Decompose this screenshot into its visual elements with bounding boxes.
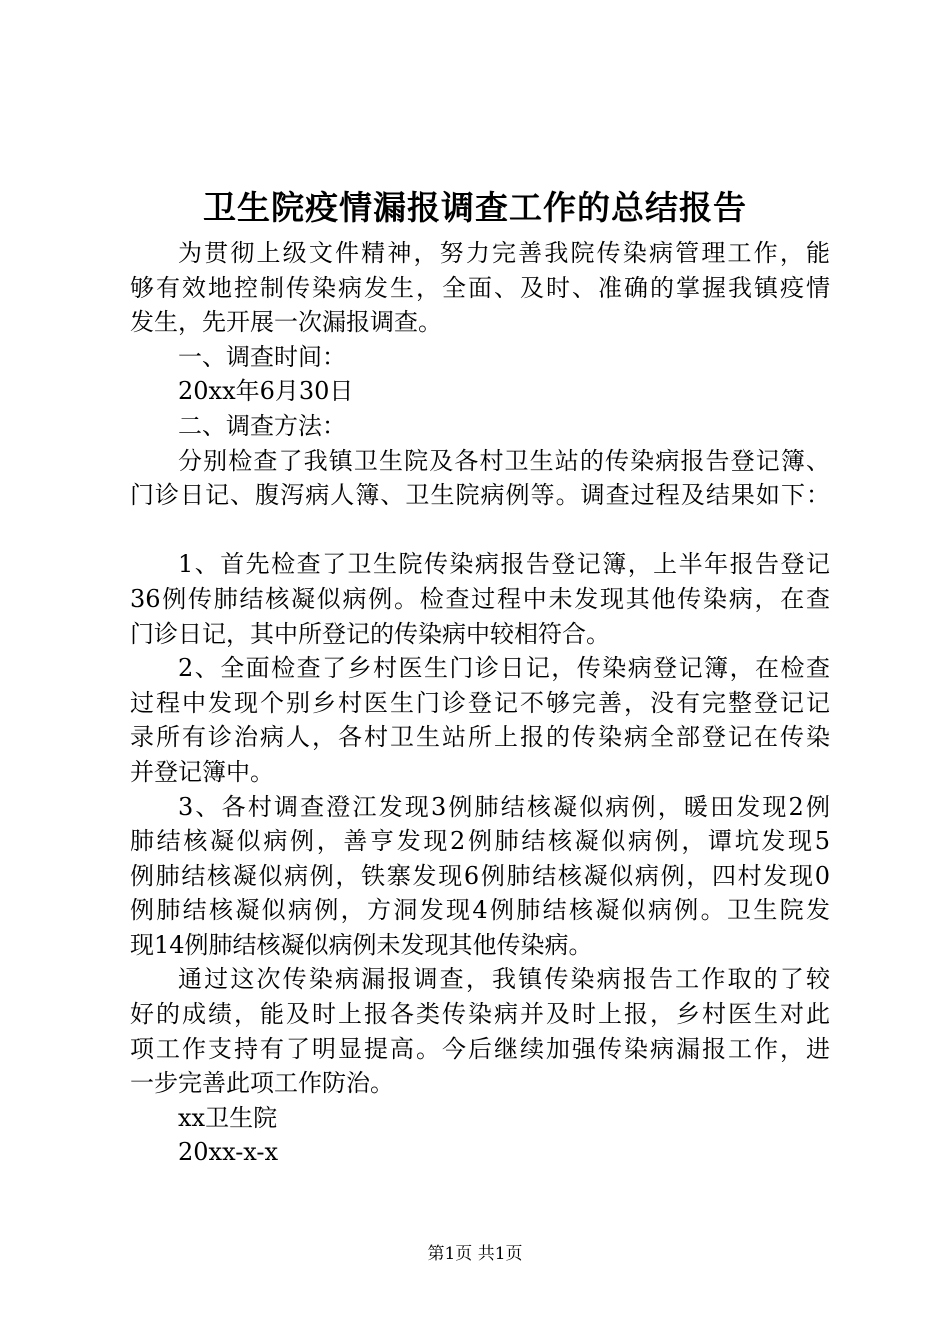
- paragraph-method-line: 分别检查了我镇卫生院及各村卫生站的传染病报告登记簿、: [178, 446, 830, 475]
- blank-line: [130, 513, 830, 548]
- paragraph-item-2-line: 并登记簿中。: [130, 757, 274, 786]
- paragraph-item-1-line: 1、首先检查了卫生院传染病报告登记簿，上半年报告登记: [178, 550, 830, 579]
- paragraph-method-line: 门诊日记、腹泻病人簿、卫生院病例等。调查过程及结果如下：: [130, 481, 830, 510]
- paragraph-item-2-line: 录所有诊治病人，各村卫生站所上报的传染病全部登记在传染: [130, 723, 830, 752]
- paragraph-conclusion-line: 通过这次传染病漏报调查，我镇传染病报告工作取的了较: [178, 965, 830, 994]
- paragraph-item-3-line: 例肺结核凝似病例，方洞发现4例肺结核凝似病例。卫生院发: [130, 896, 830, 925]
- paragraph-item-3-line: 3、各村调查澄江发现3例肺结核凝似病例，暖田发现2例: [178, 792, 830, 821]
- paragraph-item-3-line: 肺结核凝似病例，善亨发现2例肺结核凝似病例，谭坑发现5: [130, 827, 830, 856]
- paragraph-item-2-line: 2、全面检查了乡村医生门诊日记，传染病登记簿，在检查: [178, 654, 830, 683]
- signature-date: 20xx-x-x: [178, 1138, 279, 1167]
- paragraph-item-3-line: 例肺结核凝似病例，铁寨发现6例肺结核凝似病例，四村发现0: [130, 861, 830, 890]
- paragraph-conclusion-line: 好的成绩，能及时上报各类传染病并及时上报，乡村医生对此: [130, 1000, 830, 1029]
- survey-date: 20xx年6月30日: [178, 377, 354, 406]
- section-heading-method: 二、调查方法：: [178, 411, 346, 440]
- paragraph-intro-line: 为贯彻上级文件精神，努力完善我院传染病管理工作，能: [178, 239, 830, 267]
- document-title: 卫生院疫情漏报调查工作的总结报告: [203, 188, 747, 227]
- paragraph-item-3-line: 现14例肺结核凝似病例未发现其他传染病。: [130, 930, 593, 959]
- page-number-footer: 第1页 共1页: [427, 1244, 523, 1264]
- paragraph-item-1-line: 36例传肺结核凝似病例。检查过程中未发现其他传染病，在查: [130, 584, 830, 613]
- paragraph-item-2-line: 过程中发现个别乡村医生门诊登记不够完善，没有完整登记记: [130, 688, 830, 717]
- signature-organization: xx卫生院: [178, 1103, 278, 1132]
- paragraph-item-1-line: 门诊日记，其中所登记的传染病中较相符合。: [130, 619, 610, 648]
- paragraph-intro-line: 发生，先开展一次漏报调查。: [130, 308, 442, 337]
- paragraph-conclusion-line: 项工作支持有了明显提高。今后继续加强传染病漏报工作，进: [130, 1034, 830, 1063]
- section-heading-time: 一、调查时间：: [178, 342, 346, 371]
- paragraph-conclusion-line: 一步完善此项工作防治。: [130, 1069, 394, 1098]
- paragraph-intro-line: 够有效地控制传染病发生，全面、及时、准确的掌握我镇疫情: [130, 273, 830, 302]
- document-body: [130, 236, 830, 1170]
